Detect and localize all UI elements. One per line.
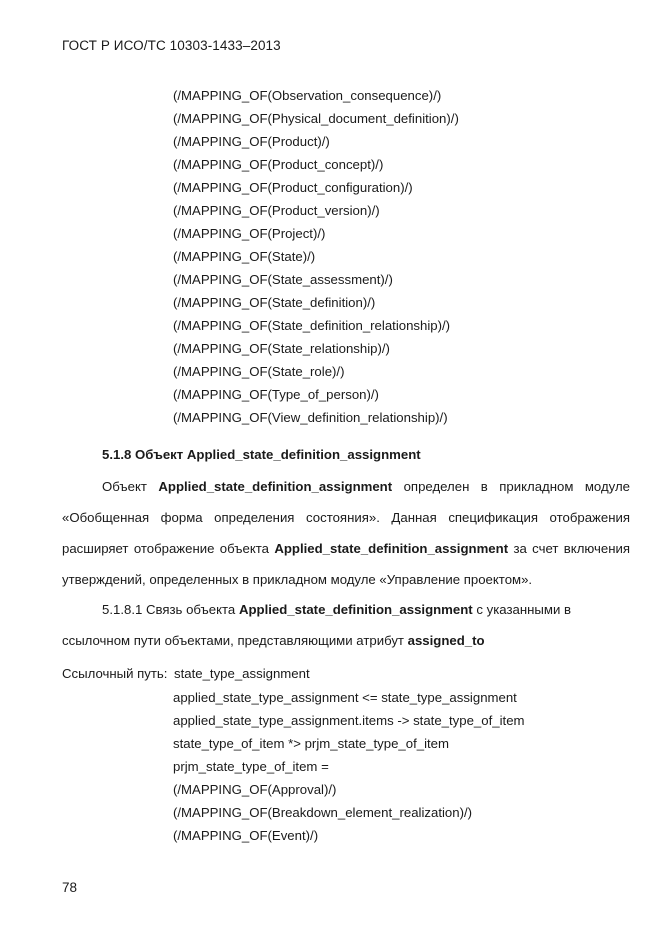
mapping-item: (/MAPPING_OF(Product)/)	[173, 134, 330, 149]
mapping-item: (/MAPPING_OF(Project)/)	[173, 226, 326, 241]
reference-path-label: Ссылочный путь:	[62, 666, 168, 681]
text-span: определен в прикладном модуле	[403, 479, 630, 494]
mapping-item: (/MAPPING_OF(Type_of_person)/)	[173, 387, 379, 402]
mapping-item: (/MAPPING_OF(State_definition_relationship)/)	[173, 318, 451, 333]
paragraph-line	[62, 479, 630, 494]
reference-path-item: prjm_state_type_of_item =	[173, 759, 329, 774]
reference-path-list	[173, 689, 525, 850]
text-span: расширяет отображение объекта	[62, 541, 269, 556]
mapping-item: (/MAPPING_OF(State_assessment)/)	[173, 272, 393, 287]
subsection-line	[62, 633, 485, 648]
mapping-list	[173, 87, 459, 432]
page-number: 78	[62, 880, 78, 895]
subsection-line	[102, 602, 571, 617]
mapping-item: (/MAPPING_OF(State_definition)/)	[173, 295, 376, 310]
reference-path-item: state_type_of_item *> prjm_state_type_of_item	[173, 736, 449, 751]
section-heading: 5.1.8 Объект Applied_state_definition_assignment	[102, 447, 421, 462]
attribute-name: assigned_to	[407, 633, 485, 648]
text-span: с указанными в	[476, 602, 571, 617]
mapping-item: (/MAPPING_OF(State)/)	[173, 249, 316, 264]
text-span: ссылочном пути объектами, представляющими атрибут	[62, 633, 404, 648]
mapping-item: (/MAPPING_OF(Physical_document_definition)/)	[173, 111, 459, 126]
object-name: Applied_state_definition_assignment	[158, 479, 393, 494]
mapping-item: (/MAPPING_OF(Product_concept)/)	[173, 157, 384, 172]
paragraph-line	[62, 541, 630, 556]
mapping-item: (/MAPPING_OF(Product_version)/)	[173, 203, 380, 218]
mapping-item: (/MAPPING_OF(Product_configuration)/)	[173, 180, 413, 195]
text-span: 5.1.8.1 Связь объекта	[102, 602, 236, 617]
object-name: Applied_state_definition_assignment	[238, 602, 473, 617]
document-header: ГОСТ Р ИСО/ТС 10303-1433–2013	[62, 38, 281, 53]
reference-path-item: (/MAPPING_OF(Event)/)	[173, 828, 319, 843]
mapping-item: (/MAPPING_OF(View_definition_relationship)/)	[173, 410, 448, 425]
text-span: Объект	[102, 479, 147, 494]
reference-path-item: applied_state_type_assignment <= state_type_assignment	[173, 690, 517, 705]
reference-path-item: (/MAPPING_OF(Breakdown_element_realization)/)	[173, 805, 473, 820]
paragraph-line: «Обобщенная форма определения состояния». Данная спецификация отображения	[62, 510, 630, 525]
reference-path-item: (/MAPPING_OF(Approval)/)	[173, 782, 337, 797]
object-name: Applied_state_definition_assignment	[274, 541, 509, 556]
mapping-item: (/MAPPING_OF(State_role)/)	[173, 364, 345, 379]
reference-path-first: state_type_assignment	[174, 666, 310, 681]
mapping-item: (/MAPPING_OF(Observation_consequence)/)	[173, 88, 442, 103]
mapping-item: (/MAPPING_OF(State_relationship)/)	[173, 341, 390, 356]
text-span: за счет включения	[513, 541, 630, 556]
reference-path-item: applied_state_type_assignment.items -> state_type_of_item	[173, 713, 525, 728]
paragraph-line: утверждений, определенных в прикладном модуле «Управление проектом».	[62, 572, 533, 587]
